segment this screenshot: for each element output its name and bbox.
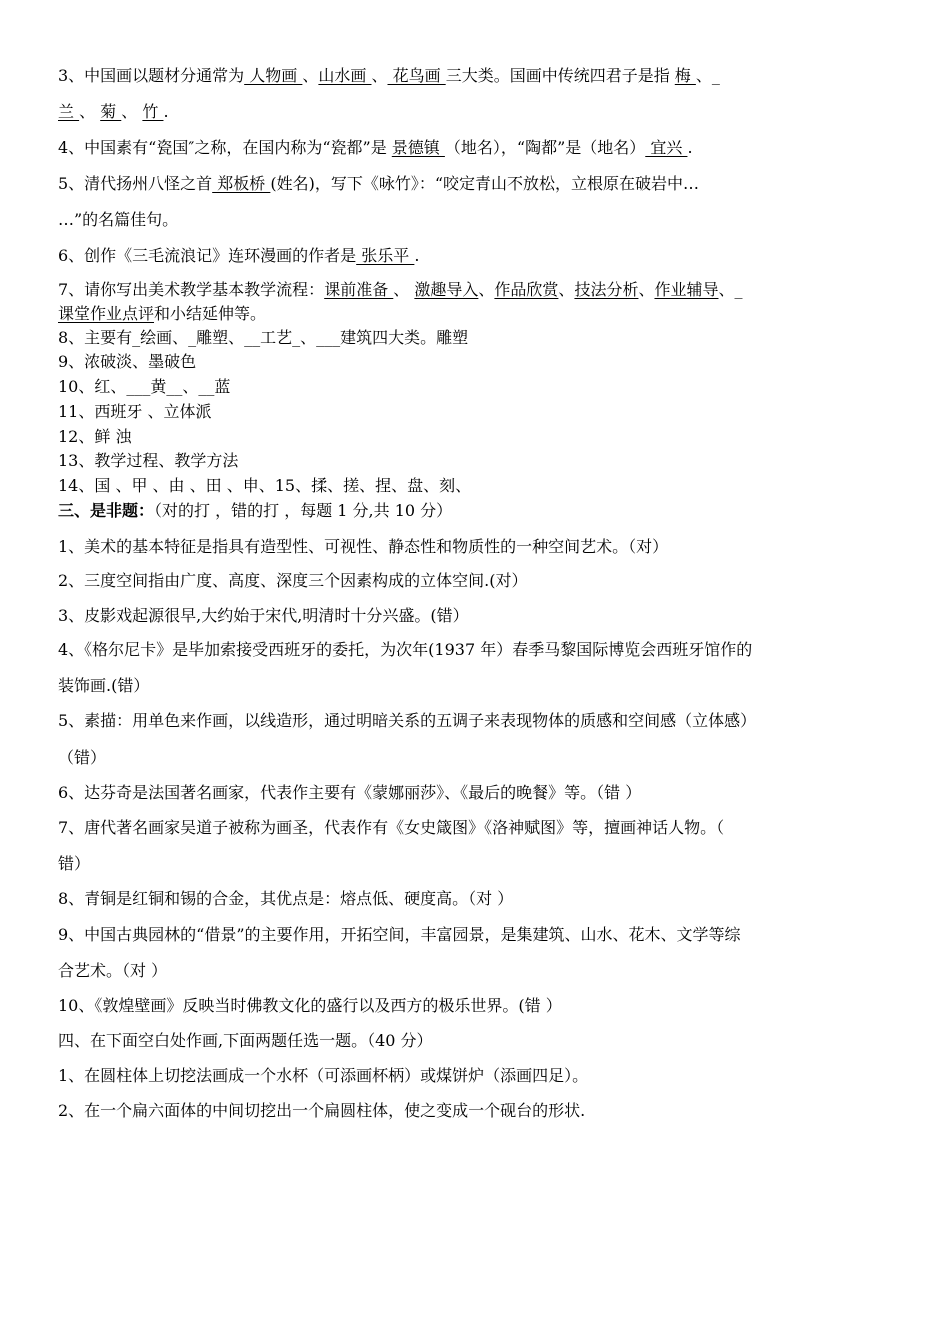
answer-evaluation: 课堂作业点评 xyxy=(58,304,155,323)
text: 、 xyxy=(638,280,655,299)
text: 、 xyxy=(558,280,575,299)
question-5-line-1 xyxy=(58,174,699,194)
question-11: 11、西班牙 、立体派 xyxy=(58,402,212,421)
question-7-line-2 xyxy=(58,304,266,324)
true-false-4-line-2: 装饰画.(错） xyxy=(58,676,150,695)
text: 、 xyxy=(478,280,495,299)
text: 5、清代扬州八怪之首 xyxy=(58,174,213,193)
drawing-task-2: 2、在一个扁六面体的中间切挖出一个扁圆柱体，使之变成一个砚台的形状. xyxy=(58,1101,586,1120)
answer-bird-flower: 花鸟画 xyxy=(387,66,446,85)
answer-bamboo: 竹 xyxy=(142,102,164,121)
true-false-9-line-2: 合艺术。（对 ） xyxy=(58,961,168,980)
true-false-8: 8、青铜是红铜和锡的合金，其优点是：熔点低、硬度高。（对 ） xyxy=(58,889,514,908)
text: （地名），“陶都”是（地名） xyxy=(444,138,646,157)
text: 、 xyxy=(393,280,415,299)
answer-figure-painting: 人物画 xyxy=(244,66,303,85)
answer-appreciation: 作品欣赏 xyxy=(494,280,559,299)
text: . xyxy=(163,102,169,121)
answer-zheng-banqiao: 郑板桥 xyxy=(212,174,271,193)
answer-zhang-leping: 张乐平 xyxy=(356,246,415,265)
true-false-10: 10、《敦煌壁画》反映当时佛教文化的盛行以及西方的极乐世界。(错 ） xyxy=(58,996,562,1015)
true-false-6: 6、达芬奇是法国著名画家，代表作主要有《蒙娜丽莎》、《最后的晚餐》等。（错 ） xyxy=(58,783,642,802)
text: 、_ xyxy=(695,66,720,85)
text: 、 xyxy=(79,102,101,121)
text: . xyxy=(687,138,693,157)
true-false-4-line-1: 4、《格尔尼卡》是毕加索接受西班牙的委托，为次年(1937 年）春季马黎国际博览会西班牙馆作的 xyxy=(58,640,753,659)
true-false-9-line-1: 9、中国古典园林的“借景”的主要作用，开拓空间，丰富园景，是集建筑、山水、花木、文学等综 xyxy=(58,925,741,944)
text: . xyxy=(414,246,420,265)
true-false-3: 3、皮影戏起源很早,大约始于宋代,明清时十分兴盛。(错） xyxy=(58,606,469,625)
text: 、 xyxy=(371,66,388,85)
text: 6、创作《三毛流浪记》连环漫画的作者是 xyxy=(58,246,357,265)
answer-tutoring: 作业辅导 xyxy=(654,280,719,299)
true-false-7-line-1: 7、唐代著名画家吴道子被称为画圣，代表作有《女史箴图》《洛神赋图》等，擅画神话人物。（ xyxy=(58,818,725,837)
section-note: （对的打 ，错的打 ，每题 1 分,共 10 分） xyxy=(154,501,453,520)
true-false-7-line-2: 错） xyxy=(58,854,91,873)
question-10: 10、红、___黄__、__蓝 xyxy=(58,377,231,396)
answer-landscape: 山水画 xyxy=(318,66,372,85)
text: 3、中国画以题材分通常为 xyxy=(58,66,245,85)
answer-orchid: 兰 xyxy=(58,102,80,121)
text: 7、请你写出美术教学基本教学流程： xyxy=(58,280,325,299)
answer-technique: 技法分析 xyxy=(574,280,639,299)
question-5-line-2: …”的名篇佳句。 xyxy=(58,210,179,229)
section-4-heading: 四、在下面空白处作画,下面两题任选一题。（40 分） xyxy=(58,1031,433,1050)
question-8: 8、主要有_绘画、_雕塑、__工艺_、___建筑四大类。雕塑 xyxy=(58,328,469,347)
answer-yixing: 宜兴 xyxy=(645,138,688,157)
drawing-task-1: 1、在圆柱体上切挖法画成一个水杯（可添画杯柄）或煤饼炉（添画四足）。 xyxy=(58,1066,589,1085)
text: 和小结延伸等。 xyxy=(154,304,267,323)
question-9: 9、浓破淡、墨破色 xyxy=(58,352,197,371)
true-false-5-line-2: （错） xyxy=(58,748,107,767)
true-false-2: 2、三度空间指由广度、高度、深度三个因素构成的立体空间.(对） xyxy=(58,571,528,590)
text: (姓名)，写下《咏竹》：“咬定青山不放松，立根原在破岩中… xyxy=(270,174,700,193)
answer-chrysanthemum: 菊 xyxy=(100,102,122,121)
section-3-heading xyxy=(58,501,452,521)
question-3-line-1 xyxy=(58,66,720,86)
question-3-line-2 xyxy=(58,102,169,122)
answer-introduction: 激趣导入 xyxy=(414,280,479,299)
question-4 xyxy=(58,138,693,158)
question-12: 12、鲜 浊 xyxy=(58,427,132,446)
true-false-1: 1、美术的基本特征是指具有造型性、可视性、静态性和物质性的一种空间艺术。（对） xyxy=(58,537,669,556)
text: 4、中国素有“瓷国″之称，在国内称为“瓷都”是 xyxy=(58,138,392,157)
answer-plum: 梅 xyxy=(674,66,696,85)
text: 、 xyxy=(302,66,319,85)
answer-jingdezhen: 景德镇 xyxy=(391,138,445,157)
true-false-5-line-1: 5、素描：用单色来作画，以线造形，通过明暗关系的五调子来表现物体的质感和空间感（立体感） xyxy=(58,711,757,730)
question-7-line-1 xyxy=(58,280,743,300)
text: 三大类。国画中传统四君子是指 xyxy=(445,66,675,85)
question-14: 14、国 、甲 、由 、田 、申、15、揉、搓、捏、盘、刻、 xyxy=(58,476,472,495)
question-13: 13、教学过程、教学方法 xyxy=(58,451,239,470)
text: 、_ xyxy=(718,280,743,299)
section-title: 三、是非题： xyxy=(58,501,155,520)
answer-preparation: 课前准备 xyxy=(324,280,394,299)
text: 、 xyxy=(121,102,143,121)
question-6 xyxy=(58,246,419,266)
